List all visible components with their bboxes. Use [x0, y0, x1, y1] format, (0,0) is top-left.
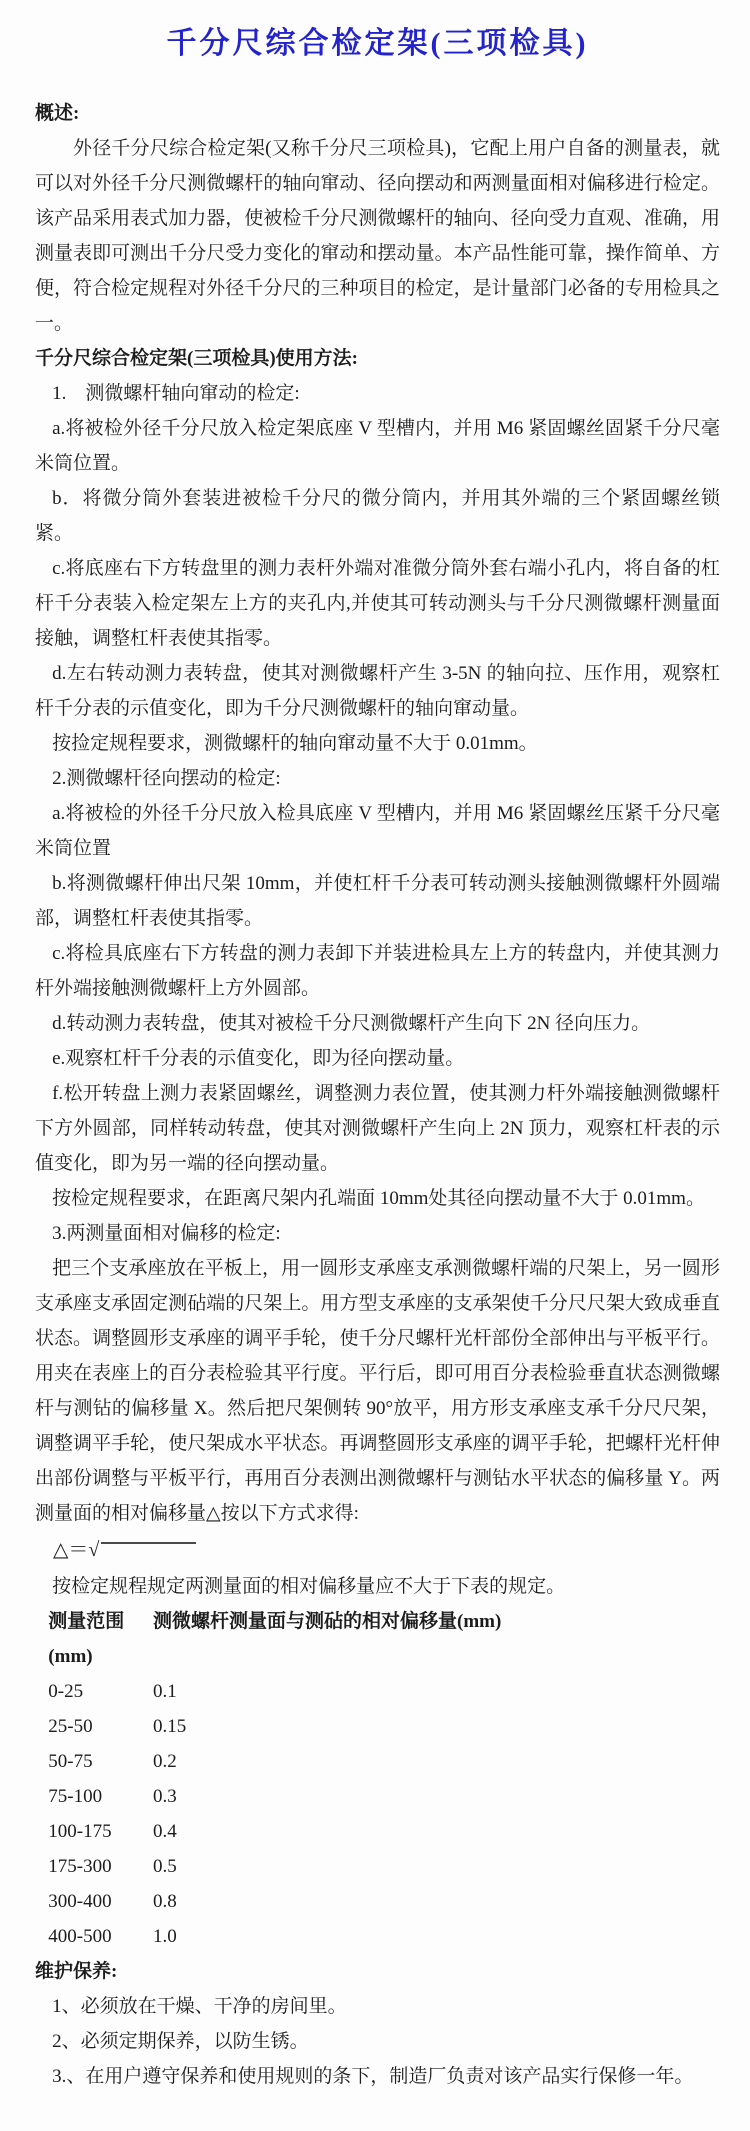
table-row: [35, 1884, 720, 1919]
offset-formula: [35, 1531, 720, 1569]
table-row: [35, 1814, 720, 1849]
offset-cell: 0.5: [153, 1856, 177, 1877]
maintenance-item: 3.、在用户遵守保养和使用规则的条下，制造厂负责对该产品实行保修一年。: [52, 2066, 694, 2087]
section-paragraph: e.观察杠杆千分表的示值变化，即为径向摆动量。: [52, 1048, 465, 1069]
usage-heading: 千分尺综合检定架(三项检具)使用方法:: [35, 348, 358, 369]
range-cell: 50-75: [48, 1751, 93, 1772]
offset-cell: 0.3: [153, 1786, 177, 1807]
section-paragraph: b.将测微螺杆伸出尺架 10mm，并使杠杆千分表可转动测头接触测微螺杆外圆端部，调整杠杆表使其指零。: [35, 873, 720, 929]
overview-heading: 概述:: [35, 103, 80, 124]
range-cell: 175-300: [48, 1856, 112, 1877]
maintenance-heading: 维护保养:: [35, 1961, 118, 1982]
section-paragraph: 按捡定规程要求，测微螺杆的轴向窜动量不大于 0.01mm。: [52, 733, 538, 754]
offset-cell: 0.4: [153, 1821, 177, 1842]
maintenance-item: 1、必须放在干燥、干净的房间里。: [52, 1996, 347, 2017]
page-title: 千分尺综合检定架(三项检具): [166, 27, 589, 60]
section-paragraph: d.转动测力表转盘，使其对被检千分尺测微螺杆产生向下 2N 径向压力。: [52, 1013, 651, 1034]
table-row: [35, 1779, 720, 1814]
section-paragraph: d.左右转动测力表转盘，使其对测微螺杆产生 3-5N 的轴向拉、压作用，观察杠杆千分表的示值变化，即为千分尺测微螺杆的轴向窜动量。: [35, 663, 720, 719]
range-cell: 0-25: [48, 1681, 84, 1702]
section-paragraph: b．将微分筒外套装进被检千分尺的微分筒内，并用其外端的三个紧固螺丝锁紧。: [35, 488, 720, 544]
usage-sections: [35, 376, 720, 1531]
range-cell: 400-500: [48, 1926, 112, 1947]
section-heading: 1. 测微螺杆轴向窜动的检定:: [52, 383, 300, 404]
offset-cell: 0.1: [153, 1681, 177, 1702]
spec-table-header-row: [35, 1604, 720, 1674]
section-paragraph: a.将被检外径千分尺放入检定架底座 V 型槽内，并用 M6 紧固螺丝固紧千分尺毫米筒位置。: [35, 418, 720, 474]
range-cell: 25-50: [48, 1716, 93, 1737]
offset-cell: 0.2: [153, 1751, 177, 1772]
offset-cell: 0.15: [153, 1716, 187, 1737]
maintenance-list: [35, 1989, 720, 2094]
offset-header: 测微螺杆测量面与测砧的相对偏移量(mm): [153, 1611, 502, 1632]
table-row: [35, 1919, 720, 1954]
offset-cell: 1.0: [153, 1926, 177, 1947]
offset-cell: 0.8: [153, 1891, 177, 1912]
table-row: [35, 1709, 720, 1744]
formula-expression: △＝√: [53, 1539, 100, 1561]
section-heading: 3.两测量面相对偏移的检定:: [52, 1223, 281, 1244]
table-row: [35, 1744, 720, 1779]
table-row: [35, 1674, 720, 1709]
table-note: 按检定规程规定两测量面的相对偏移量应不大于下表的规定。: [52, 1576, 566, 1597]
range-cell: 300-400: [48, 1891, 112, 1912]
spec-table-body: [35, 1674, 720, 1954]
table-row: [35, 1849, 720, 1884]
radical-overline: [101, 1542, 196, 1556]
section-paragraph: a.将被检的外径千分尺放入检具底座 V 型槽内，并用 M6 紧固螺丝压紧千分尺毫米筒位置: [35, 803, 720, 859]
section-heading: 2.测微螺杆径向摆动的检定:: [52, 768, 281, 789]
overview-paragraph: 外径千分尺综合检定架(又称千分尺三项检具)，它配上用户自备的测量表，就可以对外径千分尺测微螺杆的轴向窜动、径向摆动和两测量面相对偏移进行检定。该产品采用表式加力器，使被检千分尺测微螺杆的轴向、径向受力直观、准确，用测量表即可测出千分尺受力变化的窜动和摆动量。本产品性能可靠，操作简单、方便，符合检定规程对外径千分尺的三种项目的检定，是计量部门必备的专用检具之一。: [35, 138, 720, 334]
section-paragraph: f.松开转盘上测力表紧固螺丝，调整测力表位置，使其测力杆外端接触测微螺杆下方外圆部，同样转动转盘，使其对测微螺杆产生向上 2N 顶力，观察杠杆表的示值变化，即为另一端的径向摆动量。: [35, 1083, 720, 1174]
range-header: 测量范围(mm): [48, 1611, 125, 1667]
maintenance-item: 2、必须定期保养，以防生锈。: [52, 2031, 309, 2052]
spec-table: [35, 1604, 720, 1954]
range-cell: 75-100: [48, 1786, 103, 1807]
section-paragraph: c.将检具底座右下方转盘的测力表卸下并装进检具左上方的转盘内，并使其测力杆外端接触测微螺杆上方外圆部。: [35, 943, 720, 999]
section-paragraph: 把三个支承座放在平板上，用一圆形支承座支承测微螺杆端的尺架上，另一圆形支承座支承固定测砧端的尺架上。用方型支承座的支承架使千分尺尺架大致成垂直状态。调整圆形支承座的调平手轮，使千分尺螺杆光杆部份全部伸出与平板平行。用夹在表座上的百分表检验其平行度。平行后，即可用百分表检验垂直状态测微螺杆与测钻的偏移量 X。然后把尺架侧转 90°放平，用方形支承座支承千分尺尺架，调整调平手轮，使尺架成水平状态。再调整圆形支承座的调平手轮，把螺杆光杆伸出部份调整与平板平行，再用百分表测出测微螺杆与测钻水平状态的偏移量 Y。两测量面的相对偏移量△按以下方式求得:: [35, 1258, 720, 1524]
range-cell: 100-175: [48, 1821, 112, 1842]
section-paragraph: c.将底座右下方转盘里的测力表杆外端对准微分筒外套右端小孔内，将自备的杠杆千分表装入检定架左上方的夹孔内,并使其可转动测头与千分尺测微螺杆测量面接触，调整杠杆表使其指零。: [35, 558, 720, 649]
section-paragraph: 按检定规程要求，在距离尺架内孔端面 10mm处其径向摆动量不大于 0.01mm。: [52, 1188, 705, 1209]
